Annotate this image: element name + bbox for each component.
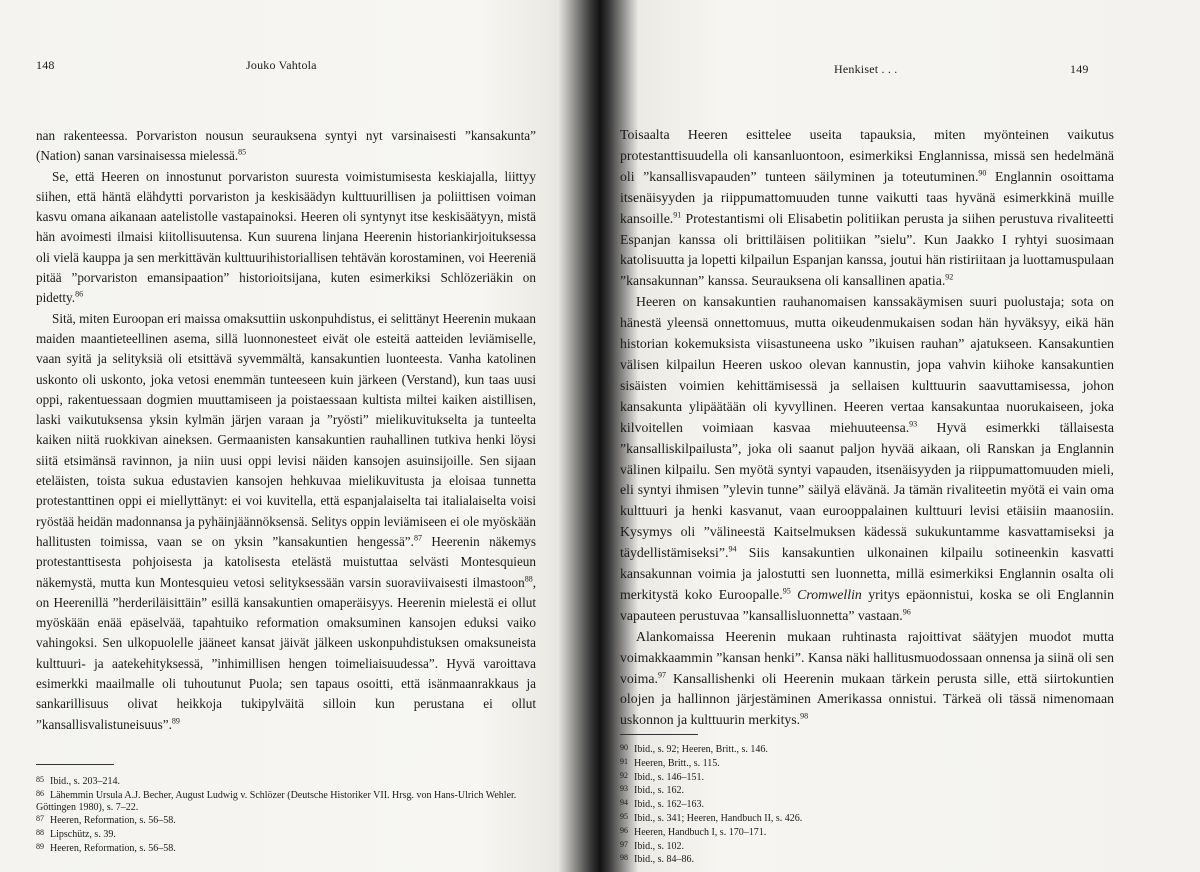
text-run: Sitä, miten Euroopan eri maissa omaksuttiin uskonpuhdistus, ei selittänyt Heerenin mukaan maiden maantieteellinen asema, sillä luonnonesteet eivät ole esteitä aatteiden leviämiselle, vaan syitä ja selityksiä oli etsittävä syvemmältä, kansakuntien luonteesta. Vanha katolinen uskonto oli uskonto, joka vetosi enemmän tunteeseen kuin järkeen (Verstand), kun taas uusi oppi, rakentuessaan dogmien muuttamiseen ja poistaessaan kultista miltei kaiken aistillisen, laski vaikutuksensa yksin kylmän järjen varaan ja ”ryösti” mielikuvitukselta ja tunteelta kaiken niitä ruokkivan aineksen. Germaanisten kansakuntien rauhallinen tutkiva henki löysi siitä etsimänsä ravinnon, ja niin uusi oppi levisi näiden kansojen asuinsijoille. Sen sijaan eteläisten, toista sukua edustavien kansojen hehkuvaa mielikuvitusta ja eloisaa tunnetta protestanttinen oppi ei miellyttänyt: ei voi kuvitella, että espanjalaiselta tai italialaiselta voisi ryöstää heidän madonnansa ja pyhäinjäännöksensä. Selitys oppin leviämiseen ei ole myöskään hallitusten toimissa, vaan se on yksin ”kansakuntien hengessä”. [36, 310, 536, 549]
page-number: 148 [36, 58, 55, 72]
footnote [36, 788, 528, 814]
footnote [620, 742, 1090, 756]
text-run: Heeren on kansakuntien rauhanomaisen kanssakäymisen suuri puolustaja; sota on hänestä yleensä onnettomuus, mutta oikeudenmukaisen sodan hän hyväksyy, eikä hän historian kokemuksista viisastuneena usko ”ikuisen rauhan” ajatukseen. Kansakuntien välisen kilpailun Heeren uskoo olevan kannustin, jopa vahvin kiihoke kansakuntien sisäisten voimien kehittämisessä ja sellaisen kulttuurin saavuttamisessa, johon kansakunta ylipäätään oli kyvyllinen. Heeren vertaa kansakuntaa nuorukaiseen, joka kilvoitellen voimiaan kasvaa miehuuteensa. [620, 294, 1114, 435]
footnote-ref: 95 [782, 586, 791, 596]
footnote-text: Ibid., s. 92; Heeren, Britt., s. 146. [634, 744, 768, 755]
footnote-text: Heeren, Reformation, s. 56–58. [50, 842, 176, 854]
text-run: Heerenin näkemys protestanttisesta pohjoisesta ja katolisesta etelästä muistuttaa selvästi Montesquieun näkemystä, mutta kun Montesquieu vetosi selityksessään varsin suoraviivaisesti ilmastoon [36, 533, 536, 590]
left-page [0, 0, 560, 872]
footnote-text: Lipschütz, s. 39. [50, 829, 116, 841]
text-run: yritys epäonnistui, koska se oli Englannin vapauteen perustuvaa ”kansallisluonnetta” vastaan. [620, 586, 1114, 623]
footnote-text: Heeren, Britt., s. 115. [634, 757, 720, 769]
footnote [620, 825, 1090, 839]
paragraph [620, 627, 1114, 732]
footnote-number: 98 [620, 853, 628, 863]
body-text [620, 125, 1114, 731]
footnote-text: Ibid., s. 102. [634, 840, 684, 852]
footnote [620, 756, 1090, 770]
footnote-text: Ibid., s. 146–151. [634, 771, 704, 783]
footnote [620, 770, 1090, 784]
paragraph [36, 309, 536, 735]
footnote-ref: 98 [800, 711, 809, 721]
footnote-number: 97 [620, 839, 628, 849]
footnote-rule [620, 734, 698, 735]
footnote-number: 94 [620, 798, 628, 808]
italic-text: Cromwellin [790, 586, 862, 602]
footnote-ref: 88 [524, 574, 533, 584]
footnote-text: Ibid., s. 162–163. [634, 799, 704, 811]
footnote [620, 797, 1090, 811]
paragraph [36, 126, 536, 167]
text-run: Siis kansakuntien ulkonainen kilpailu sotineenkin kasvatti kansakunnan voimia ja jalostutti sen luonnetta, millä esimerkiksi Englannin osalta oli merkitystä koko Euroopalle. [620, 545, 1114, 602]
footnote-text: Ibid., s. 203–214. [50, 776, 120, 787]
running-head: Jouko Vahtola [246, 58, 317, 72]
footnote-ref: 91 [673, 210, 682, 220]
footnote-ref: 96 [902, 607, 911, 617]
footnote-ref: 97 [657, 669, 666, 679]
footnote [620, 783, 1090, 797]
footnote [36, 827, 528, 841]
footnote-number: 89 [36, 841, 44, 851]
text-run: Protestantismi oli Elisabetin politiikan perusta ja siihen perustuva rivaliteetti Espanjan kanssa oli brittiläisen politiikan ”sielu”. Kun Jaakko I ryhtyi suosimaan katolisuutta ja lopetti kilpailun Espanjan kanssa, joutui hän ristiriitaan ja luottamuspulaan ”kansakunnan” kanssa. Seurauksena oli kansallinen apatia. [620, 210, 1114, 289]
text-run: nan rakenteessa. Porvariston nousun seurauksena syntyi nyt varsinaisesti ”kansakunta” (Nation) sanan varsinaisessa mielessä. [36, 128, 536, 164]
footnote-number: 87 [36, 814, 44, 824]
footnote-ref: 92 [945, 272, 954, 282]
footnotes [620, 742, 1090, 866]
right-page [600, 0, 1200, 872]
footnote-text: Ibid., s. 341; Heeren, Handbuch II, s. 426. [634, 812, 803, 824]
footnote [36, 841, 528, 855]
paragraph [36, 167, 536, 309]
footnote-ref: 85 [238, 147, 247, 157]
footnote-number: 92 [620, 770, 628, 780]
text-run: Toisaalta Heeren esittelee useita tapauksia, miten myönteinen vaikutus protestanttisuudella oli kansanluontoon, esimerkiksi Englannissa, missä sen hedelmänä oli ”kansallisvapauden” tunteen säilyminen ja toteutuminen. [620, 127, 1114, 184]
text-run: Englannin osoittama itsenäisyyden ja riippumattomuuden tunne vaikutti taas hyvänä esimerkkinä muille kansoille. [620, 168, 1114, 226]
page-number: 149 [1070, 62, 1089, 76]
footnotes [36, 774, 528, 855]
footnote-number: 85 [36, 775, 44, 784]
footnote-number: 93 [620, 784, 628, 794]
body-text [36, 126, 536, 735]
text-run: Se, että Heeren on innostunut porvariston suuresta voimistumisesta keskiajalla, liittyy siihen, että häntä elähdytti porvariston ja keskisäädyn kulttuurillisen ja poliittisen voiman kasvu omana aikanaan aatelistolle vastapainoksi. Heeren oli syntynyt itse keskisäätyyn, mistä hän avoimesti ilmaisi kiitollisuutensa. Kun suurena linjana Heerenin historiankirjoituksessa oli vielä kauppa ja sen merkittävän kulttuurihistoriallisen tehtävän korostaminen, voi Heereniä pitää ”porvariston emansipaation” historioitsijana, kuten esimerkiksi Schlözeriäkin on pidetty. [36, 168, 536, 306]
footnote [620, 839, 1090, 853]
footnote-number: 91 [620, 756, 628, 766]
footnote-number: 95 [620, 811, 628, 821]
footnote-text: Ibid., s. 162. [634, 785, 684, 797]
footnote-rule [36, 764, 114, 765]
text-run: Kansallishenki oli Heerenin mukaan tärkein perusta sille, että siirtokuntien olojen ja hallinnon järjestäminen Amerikassa onnistui. Tärkeä oli tässä nimenomaan uskonnon ja kulttuurin merkitys. [620, 670, 1114, 728]
paragraph [620, 292, 1114, 627]
text-run: Alankomaissa Heerenin mukaan ruhtinasta rajoittivat säätyjen muodot mutta voimakkaammin ”kansan henki”. Kansa näki hallitusmuodossaan onnensa ja siinä oli sen voima. [620, 628, 1114, 686]
footnote [620, 811, 1090, 825]
footnote-text: Heeren, Reformation, s. 56–58. [50, 815, 176, 827]
footnote-ref: 86 [75, 289, 84, 299]
footnote [620, 852, 1090, 866]
text-run: , on Heerenillä ”herderiläisittäin” esillä kansakuntien omaperäisyys. Heerenin mielestä ei ollut myöskään enää epäselvää, tapahtuiko reformation omaksuminen kansojen eduksi vaiko vahingoksi. Sen ulkopuolelle jääneet kansat jäivät jälkeen uskonpuhdistuksen omaksuneista kulttuuri- ja aatekehityksessä, ”inhimillisen hengen toimeliaisuudessa”. Hyvä varoittava esimerkki maailmalle oli tuhoutunut Puola; sen tapaus osoitti, että isänmaanrakkaus ja sankarillisuus olivat heikkoja tukipylväitä silloin kun perustana ei ollut ”kansallisvalistuneisuus”. [36, 574, 536, 732]
footnote-ref: 89 [171, 716, 180, 726]
footnote [36, 813, 528, 827]
running-head: Henkiset . . . [834, 62, 898, 76]
footnote [36, 774, 528, 788]
footnote-text: Heeren, Handbuch I, s. 170–171. [634, 826, 767, 838]
footnote-ref: 90 [978, 168, 987, 178]
text-run: Hyvä esimerkki tällaisesta ”kansalliskilpailusta”, joka oli saanut paljon hyvää aikaan, oli Ranskan ja Englannin välinen kilpailu. Sen myötä syntyi vapauden, itsenäisyyden ja riippumattomuuden mieli, eli syntyi ihmisen ”ylevin tunne” säilyä elävänä. Ja tämän rivaliteetin myötä ei vain oma kulttuuri ja henki kasvanut, vaan eurooppalainen kulttuuri levisi etäisiin maanosiin. Kysymys oli ”välineestä Kaitselmuksen kädessä sukukuntamme kasvattamiseksi ja täydellistämiseksi”. [620, 419, 1114, 561]
footnote-number: 96 [620, 825, 628, 835]
footnote-number: 86 [36, 788, 44, 798]
footnote-ref: 87 [413, 533, 422, 543]
footnote-text: Ibid., s. 84–86. [634, 854, 694, 866]
footnote-ref: 93 [909, 419, 918, 429]
paragraph [620, 125, 1114, 292]
footnote-number: 90 [620, 743, 628, 752]
footnote-text: Lähemmin Ursula A.J. Becher, August Ludwig v. Schlözer (Deutsche Historiker VII. Hrsg. von Hans-Ulrich Wehler. Göttingen 1980), s. 7–22. [36, 789, 517, 813]
footnote-number: 88 [36, 828, 44, 838]
footnote-ref: 94 [728, 544, 737, 554]
